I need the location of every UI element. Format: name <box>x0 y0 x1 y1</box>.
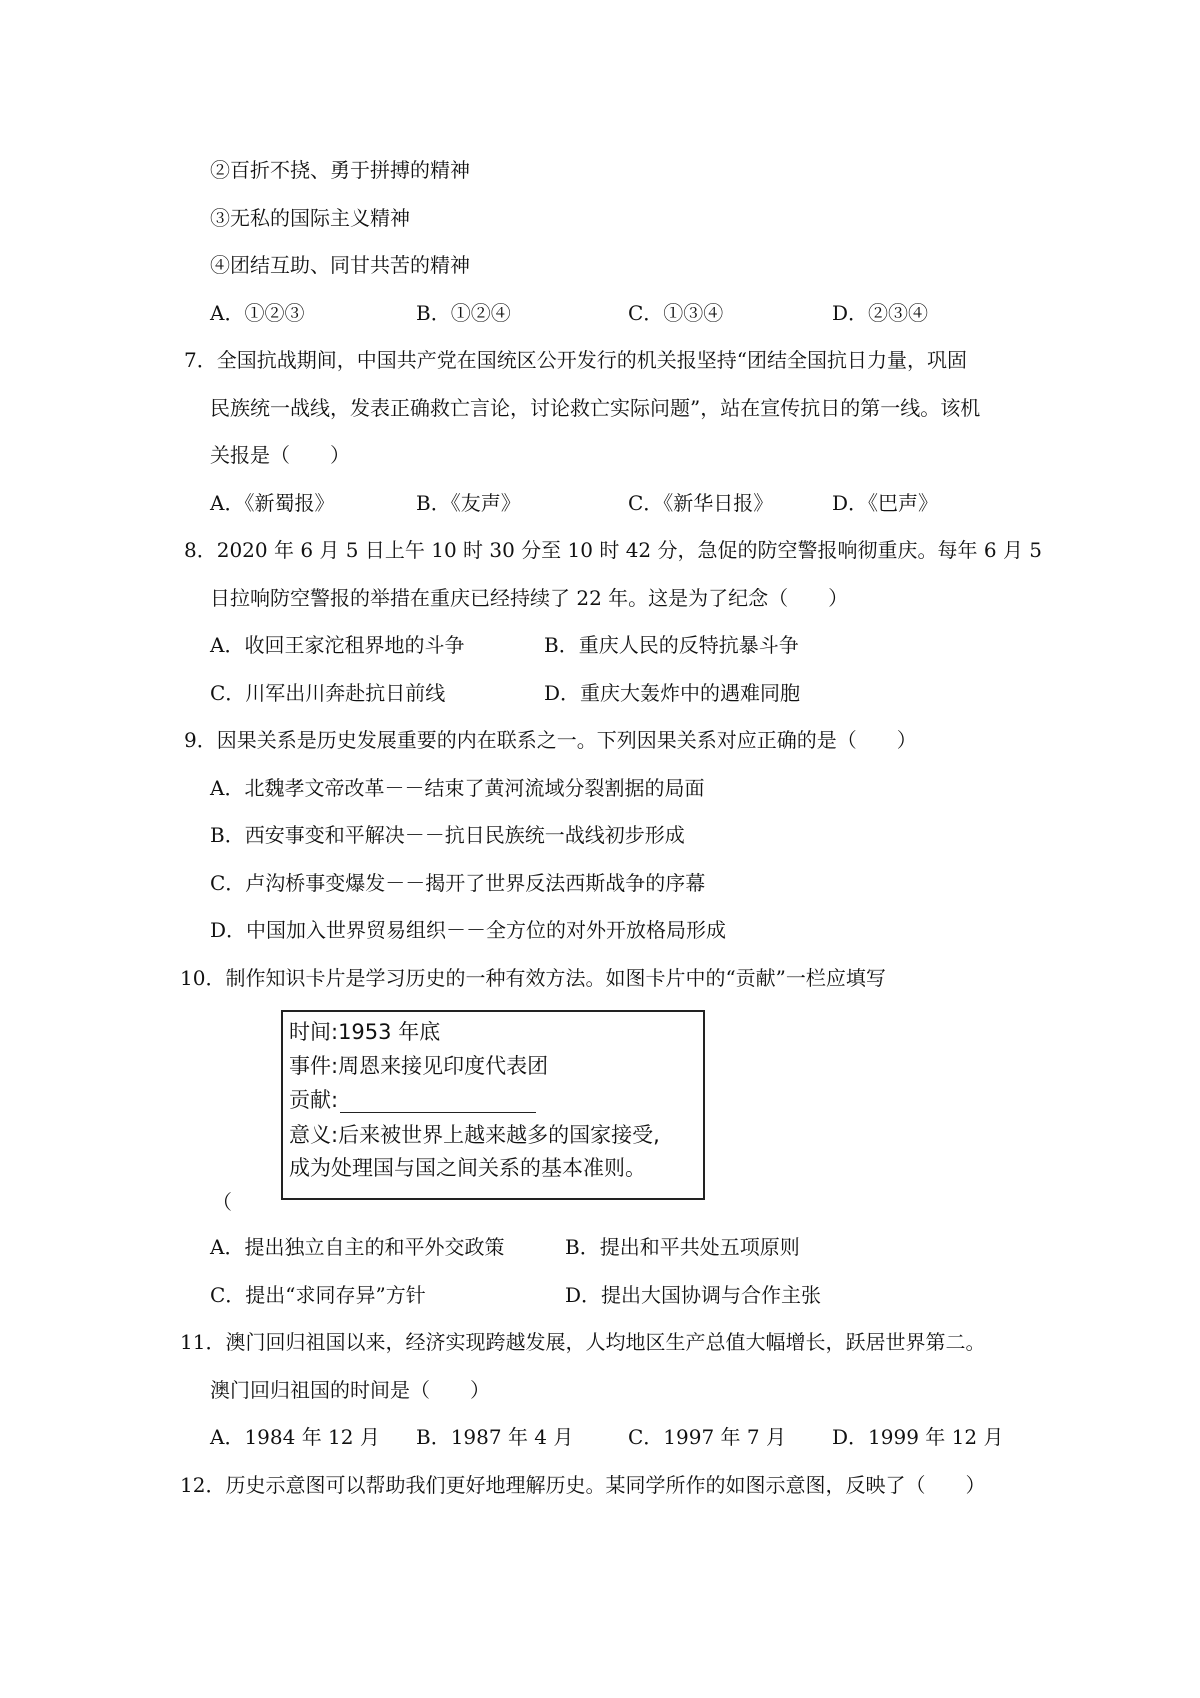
q11-option-b: B．1987 年 4 月 <box>416 1425 574 1449</box>
q7-stem-line-2: 民族统一战线，发表正确救亡言论，讨论救亡实际问题”，站在宣传抗日的第一线。该机 <box>210 396 981 420</box>
card-contribution-row <box>289 1087 536 1113</box>
q8-stem-line-1: 8．2020 年 6 月 5 日上午 10 时 30 分至 10 时 42 分，急促的防空警报响彻重庆。每年 6 月 5 <box>184 538 1043 562</box>
card-contribution-label: 贡献: <box>289 1088 339 1112</box>
q11-option-c: C．1997 年 7 月 <box>628 1425 786 1449</box>
q7-option-d: D．《巴声》 <box>832 491 939 515</box>
card-time: 时间:1953 年底 <box>289 1020 441 1044</box>
q9-option-b: B．西安事变和平解决－－抗日民族统一战线初步形成 <box>210 823 685 847</box>
q8-option-c: C．川军出川奔赴抗日前线 <box>210 681 446 705</box>
q6-statement-4: ④团结互助、同甘共苦的精神 <box>210 253 470 277</box>
q10-paren: （ <box>212 1190 232 1214</box>
q8-option-a: A．收回王家沱租界地的斗争 <box>210 633 465 657</box>
q11-stem-line-2: 澳门回归祖国的时间是（ ） <box>210 1378 490 1402</box>
q9-option-c: C．卢沟桥事变爆发－－揭开了世界反法西斯战争的序幕 <box>210 871 706 895</box>
q8-option-d: D．重庆大轰炸中的遇难同胞 <box>544 681 801 705</box>
q8-stem-line-2: 日拉响防空警报的举措在重庆已经持续了 22 年。这是为了纪念（ ） <box>210 586 849 610</box>
q7-option-a: A．《新蜀报》 <box>210 491 335 515</box>
q10-option-d: D．提出大国协调与合作主张 <box>565 1283 822 1307</box>
card-contribution-blank <box>340 1092 536 1113</box>
q12-stem-line-1: 12．历史示意图可以帮助我们更好地理解历史。某同学所作的如图示意图，反映了（ ） <box>180 1473 986 1497</box>
q7-stem-line-1: 7．全国抗战期间，中国共产党在国统区公开发行的机关报坚持“团结全国抗日力量，巩固 <box>184 348 967 372</box>
q6-option-c: C．①③④ <box>628 301 724 325</box>
q10-option-c: C．提出“求同存异”方针 <box>210 1283 426 1307</box>
q11-stem-line-1: 11．澳门回归祖国以来，经济实现跨越发展，人均地区生产总值大幅增长，跃居世界第二。 <box>180 1330 986 1354</box>
q11-option-d: D．1999 年 12 月 <box>832 1425 1004 1449</box>
q7-option-c: C．《新华日报》 <box>628 491 774 515</box>
q9-option-d: D．中国加入世界贸易组织－－全方位的对外开放格局形成 <box>210 918 727 942</box>
q10-option-b: B．提出和平共处五项原则 <box>565 1235 800 1259</box>
knowledge-card <box>281 1010 705 1200</box>
q6-option-d: D．②③④ <box>832 301 929 325</box>
q9-option-a: A．北魏孝文帝改革－－结束了黄河流域分裂割据的局面 <box>210 776 705 800</box>
q11-option-a: A．1984 年 12 月 <box>210 1425 380 1449</box>
q6-statement-2: ②百折不挠、勇于拼搏的精神 <box>210 158 470 182</box>
q7-stem-line-3: 关报是（ ） <box>210 443 350 467</box>
q9-stem-line-1: 9．因果关系是历史发展重要的内在联系之一。下列因果关系对应正确的是（ ） <box>184 728 917 752</box>
q6-option-b: B．①②④ <box>416 301 511 325</box>
q6-option-a: A．①②③ <box>210 301 305 325</box>
q6-statement-3: ③无私的国际主义精神 <box>210 206 410 230</box>
q10-stem-line-1: 10．制作知识卡片是学习历史的一种有效方法。如图卡片中的“贡献”一栏应填写 <box>180 966 886 990</box>
q10-option-a: A．提出独立自主的和平外交政策 <box>210 1235 505 1259</box>
card-meaning-line-1: 意义:后来被世界上越来越多的国家接受, <box>289 1123 660 1147</box>
q7-option-b: B．《友声》 <box>416 491 521 515</box>
q8-option-b: B．重庆人民的反特抗暴斗争 <box>544 633 799 657</box>
card-meaning-line-2: 成为处理国与国之间关系的基本准则。 <box>289 1156 646 1180</box>
card-event: 事件:周恩来接见印度代表团 <box>289 1054 549 1078</box>
